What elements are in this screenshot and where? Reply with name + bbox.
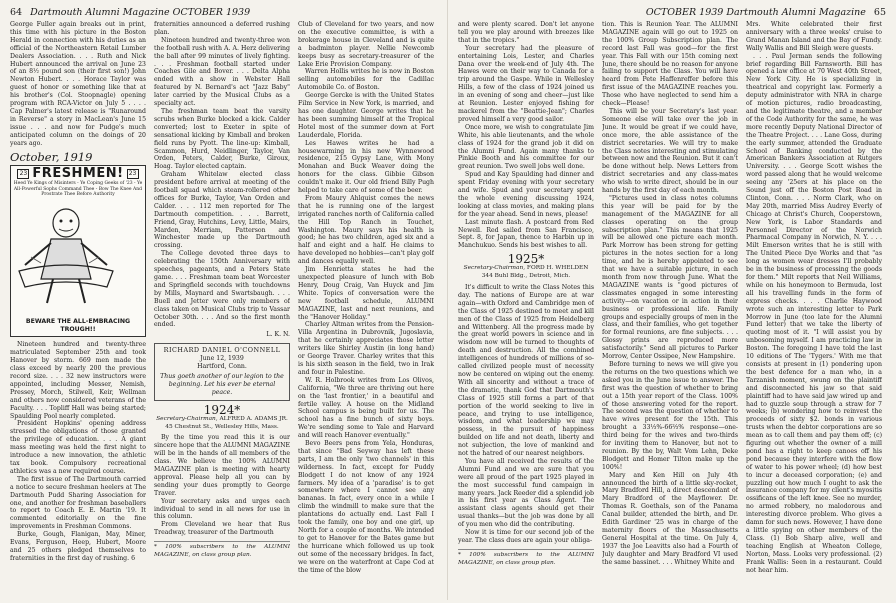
right-page — [448, 0, 896, 600]
footnote: * 100% subscribers to the ALUMNI MAGAZINE, on class group plan. — [458, 549, 594, 568]
paragraph: Club of Cleveland for two years, and now on the executive committee, is with a brokerage house in Cleveland and is quite a badminton player. Nellie Newcomb keeps busy as secretary-treasurer of the Lake Erie Provision Company. — [298, 21, 434, 68]
poster-bottom-caption: BEWARE THE ALL-EMBRACING TROUGH!! — [25, 317, 131, 333]
class-secretary-1924 — [154, 416, 290, 432]
paragraph: fraternities announced a deferred rushing plan. — [154, 21, 290, 36]
paragraph: Your secretary had the pleasure of entertaining Lois, Lester, and Charles Dana over the week-end of July 4th. The Hawes were on their way to Canada for a trip around the Gaspe. While in Wellesley Hills, a few of the class of 1924 joined us in an evening of song and cheer—just like at Reunion. Lester enjoyed fishing for mackerel from the "Beattie-Jean"; Charles proved himself a very good sailor. — [458, 44, 594, 123]
paragraph: Your secretary asks and urges each individual to send in all news for use in this column. — [154, 497, 290, 521]
running-head-right — [458, 6, 886, 19]
paragraph: tion. This is Reunion Year. The ALUMNI MAGAZINE again will go out to 1925 on the 100% Group Subscription plan. The record last Fall was good—for the first year. This Fall with our 15th coming next June, there should be no reason for anyone failing to support the Class. You will have heard from Pete Haffenreffer before this first issue of the MAGAZINE reaches you. Those who have neglected to send him a check—Please! — [602, 21, 738, 108]
secretary-name: FORD H. WHELDEN — [526, 265, 589, 272]
poster-number-left: 23 — [17, 169, 29, 179]
column-6 — [746, 21, 882, 603]
paragraph: Warren Hollis writes he is now in Boston selling automobiles for the Cadillac Automobile Co. of Boston. — [298, 68, 434, 92]
paragraph: By the time you read this it is our sincere hope that the ALUMNI MAGAZINE will be in the hands of all members of the class. We believe the 100% ALUMNI MAGAZINE plan is meeting with hearty approval. Please help all you can by sending your dues promptly to George Traver. — [154, 434, 290, 497]
column-3 — [298, 21, 434, 603]
paragraph: W. R. Holbrook writes from Los Olivos, California, "We three are thriving out here on the 'last frontier,' in a beautiful and fertile valley. A house on the Midland School campus is being built for us. The school has a fine bunch of sixty boys. We're sending some to Yale and Harvard and will reach Hanover eventually." — [298, 376, 434, 440]
secretary-address: 344 Buhl Bldg., Detroit, Mich. — [481, 273, 571, 280]
paragraph: Les Hawes writes he had a housewarming in his new Wynnewood residence, 215 Gypsy Lane, with Mony Monahan and Buck Weaver doing the honors for the class. Gibbie Gibson couldn't make it. Our old friend Billy Pugh helped to take care of some of the beer. — [298, 139, 434, 195]
freshman-poster-illustration — [10, 165, 146, 337]
paragraph: Nineteen hundred and twenty-three won the football rush with A. A. Herz delivering the ball after 99 minutes of lively fighting. . . . Freshman football started under Coaches Gile and Bover. . . . Delta Alpha ended with a show in Webster Hall featured by N. Bernard's act "Jazz Baby" later carried by the Musical Clubs as a specialty act. — [154, 36, 290, 108]
running-title-left: Dartmouth Alumni Magazine OCTOBER 1939 — [30, 7, 251, 18]
left-page — [0, 0, 448, 600]
section-title: October, 1919 — [10, 149, 93, 164]
page-number-left: 64 — [10, 7, 23, 18]
paragraph: Spud and Kay Spaulding had dinner and spent Friday evening with your secretary and wife. Spud and your secretary spent the whole evening discussing 1924, looking at class movies, and making plans for the year ahead. Send in news, please! — [458, 171, 594, 218]
memorial-date: June 12, 1939 — [200, 355, 244, 363]
secretary-name: ALFRED A. ADAMS JR. — [219, 415, 288, 422]
paragraph: Graham Whitelaw elected class president before arrival at meeting of the football squad which steam-rollered other offices for Burke, Taylor, Van Orden and Calder. . . . 112 men reported for The Dartmouth competition. . . . Barrett, Friend, Gray, Hutchins, Levy, Little, Mairs, Marden, Merriam, Patterson and Winchester made up the Dartmouth crossing. — [154, 171, 290, 250]
paragraph: The freshman team beat the varsity scrubs when Burke blocked a kick. Calder converted; lost to Exeter in spite of sensational kicking by Kimball and broken field runs by Pyott. The line-up: Kimball, Scammon, Hurd, Neidlinger, Taylor, Van Orden, Peters, Calder, Burke, Giroux, Hoag. Taylor elected captain. — [154, 107, 290, 171]
right-columns — [458, 21, 886, 603]
column-4 — [458, 21, 594, 603]
paragraph: George Fuller again breaks out in print, this time with his picture in the Boston Herald in connection with his duties as an official of the Northeastern Retail Lumber Dealers Association. . . . Ruth and Nick Hubert announced the arrival on June 23 of an 8½ pound son (their first son!) John Newton Hubert. . . . Horace Taylor was guest of honor or something like that at his brother's (Col. Stoopnagle) opening program with RCA-Victor on July 5 . . . . Cap Palmer's latest release is "Runaround in Reverse" a story in MacLean's June 15 issue . . . and now for Pudge's much anticipated column on the doings of 20 years ago. — [10, 21, 146, 147]
class-heading-1924: 1924* — [203, 402, 241, 417]
paragraph: Jim Henrietta states he had the unexpected pleasure of lunch with Bob Henry, Doug Craig, Van Huyck and Jim White. Topics of conversation were the new football schedule, ALUMNI MAGAZINE, last and next reunions, and the "Hanover Holiday." — [298, 266, 434, 321]
poster-headline: FRESHMEN! — [32, 166, 124, 182]
paragraph: The first issue of The Dartmouth carried a notice to secure freshman heelers at The Dartmouth Pudd Sharing Association for one, and another for freshman baseballers to report to Coach E. E. Martin '19. It commented editorially on the fine improvements in Freshman Commons. — [10, 475, 146, 531]
paragraph: From Cleveland we hear that Rus Treadway, treasurer of the Dartmouth — [154, 521, 290, 537]
paragraph: Mrs. White celebrated their first anniversary with a three weeks' cruise to Grand Manan Island and the Bay of Fundy. Wally Wallis and Bill Sleigh were guests. — [746, 21, 882, 52]
poster-tagline: Heed Ye Kings of Misinters - Ye Coping Geeks of '23 - Ye All-Powerful Sophs Command Thee - Bow The Knee And Prostrate Thee Before Authority — [13, 181, 143, 198]
signoff: L. K. N. — [266, 331, 290, 339]
column-1 — [10, 21, 146, 603]
footnote: * 100% subscribers to the ALUMNI MAGAZINE, on class group plan. — [154, 541, 290, 560]
memorial-note: Thus goeth another of our legion to the beginning. Let his ever be eternal peace. — [160, 372, 284, 396]
paragraph: You have all received the results of the Alumni Fund and we are sure that you were all proud of the part 1925 played in the most successful fund campaign in many years. Jack Reeder did a splendid job in his first year as Class Agent. The assistant class agents should get their usual thanks—but the job was done by all of you men who did the contributing. — [458, 457, 594, 529]
paragraph: and were plenty scared. Don't let anyone tell you we play around with breezes like that in the tropics." — [458, 21, 594, 44]
page-number-right: 65 — [873, 7, 886, 18]
secretary-label: Secretary-Chairman, — [156, 415, 218, 422]
paragraph: . . . Paul Jerman sends the following brief regarding Bill Farnsworth. Bill has opened a law office at 70 West 40th Street, New York City. He is specializing in theatrical and copyright law. Formerly a deputy administrator with NRA in charge of motion pictures, radio broadcasting, and the legitimate theatre, and a member of the Code Authority for the same, he was more recently Deputy National Director of the Theatre Project. . . . Lane Goss, during the early summer, attended the Graduate School of Banking conducted by the American Bankers Association at Rutgers University. . . . George Scott wishes the word passed along that he would welcome seeing any '25ers at his place on the Sound just off the Boston Post Road in Clinton, Conn. . . . Norm Clark, who on May 20th, married Miss Audrey Everly of Chicago at Christ's Church, Cooperstown, New York, is Labor Standards and Personnel Director of the Norwich Pharmacal Company in Norwich, N. Y. . . . Milt Emerson writes that he is still with The United Piece Dye Works and that "as long as women wear dresses I'll probably be in the business of processing the goods for them." Milt reports that Neil Williams, while on his honeymoon to Bermuda, lost all his travelling funds in the form of express checks. . . . Charlie Haywood wrote such an interesting letter to Park Morrow in June (too late for the Alumni Fund letter) that we take the liberty of quoting most of it. "I will assist you by unbosoming myself. I am practicing law in Boston. The foregoing I have told the last 10 editions of The 'Tygers.' With me that consists at present in (1) pondering upon the best defence for a man who, in a Tarzanish moment, swung on the plaintiff and disconnected his jaw so that said plaintiff had to have said jaw wired up and had to guzzle soup through a straw for 7 weeks; (b) wondering how to reinvest the proceeds of sixty $2. bonds in various trusts when the debtor corporations are so mean as to call them and pay them off; (c) figuring out whether the owner of a mill pond has a right to keep canoes off his pond because they interfere with the flow of water to his power wheel; (d) how best to incur a deceased corporation; (e) and puzzling out how much I ought to ask the insurance company for my client's myositis ossificans of the left knee. See no murder, no armed robbery, no malodorous and interesting divorce problem. Who gives a damn for such news. However, I have done a little spying on other members of the Class. (1) Bob Sharp alive, well and teaching English at Wheaton College, Norton, Mass. Looks very professional. (2) Frank Wallis: Seen in a restaurant. Could not hear him. — [746, 52, 882, 574]
paragraph: "Pictures used in class notes columns this year will be paid for by the management of the MAGAZINE for all classes operating on the group subscription plan." This means that 1925 will be allowed one picture each month. Park Morrow has been strong for getting pictures in the notes section for a long time, and he is hereby appointed to see that we have a suitable picture, in each month from now through June. What the MAGAZINE wants is "good pictures of classmates engaged in some interesting activity—on vacation or in action in their business or professional life. Family groups and especially groups of men in the class, and their families, who get together for formal reunions, are fine subjects. . . . Glossy prints are reproduced more satisfactorily." Send all pictures to Parker Morrow, Center Ossipee, New Hampshire. — [602, 194, 738, 361]
paragraph: The College devoted three days to celebrating the 150th Anniversary with speeches, pageants, and a Peters State game. . . . Freshman team beat Worcester and Springfield seconds with touchdowns by Mills, Maynard and Swartsbaugh. . . . Buell and Jetter were only members of class taken on Musical Clubs trip to Vassar October 30th. . . . And so the first month ended. — [154, 250, 290, 329]
memorial-name: RICHARD DANIEL O'CONNELL — [163, 346, 281, 355]
left-columns — [10, 21, 438, 603]
poster-figure-drawing — [11, 201, 121, 309]
column-2 — [154, 21, 290, 603]
secretary-label: Secretary-Chairman, — [463, 265, 526, 272]
class-heading-1925: 1925* — [507, 252, 545, 267]
running-head-left — [10, 6, 438, 19]
poster-number-right: 23 — [127, 169, 139, 179]
class-secretary-1925 — [458, 265, 594, 281]
paragraph: Bevo Beers pens from Yela, Honduras, that since "Bad Seyway has left these parts, I am the only 'two channels' in this wilderness. In fact, except for Puddy Blodgett I do not know of any 1924 farmers. My idea of a 'paradise' is to get somewhere where I cannot see any bananas. In fact, every once in a while I climb the windmill to make sure that the plantations do actually end. Last Fall I took the family, one boy and one girl, up North for a couple of months. We intended to get to Hanover for the Bates game but the hurricane which followed us up took out some of the necessary bridges. In fact, we were on the waterfront at Cape Cod at the time of the blow — [298, 440, 434, 574]
memorial-place: Hartford, Conn. — [197, 363, 247, 371]
memorial-box — [154, 343, 290, 400]
column-5 — [602, 21, 738, 603]
paragraph: From Maury Ahlquist comes the news that he is running one of the largest irrigated ranches north of California called the Hill Top Ranch in Touchet, Washington. Maury says his health is good; he has two children, aged six and a half and eight and a half. He claims to have developed no hobbies—can't play golf and dances equally well. — [298, 194, 434, 266]
paragraph: Mary and Ken Hill on July 4th announced the birth of a little sky-rocket, Mary Bradford Hill, a direct descendant of Mary Bradford of the Mayflower. Dr. Thomas R. Goethals, son of the Panama Canal builder, attended the birth, and Dr. Edith Gardiner '25 was in charge of the maternity floors of the Massachusetts General Hospital at the time. On July 4, 1937 the Joe Leavitts also had a Fourth of July daughter and Mary Bradford VI used the same bassinet. . . . Whitney White and — [602, 471, 738, 566]
paragraph: This will be your Secretary's last year. Someone else will take over the job in June. It would be great if we could have, once more, the able assistance of the district secretaries. We will try to make the Class notes interesting and stimulating between now and the Reunion. But it can't be done without help. News Letters from district secretaries and any class-mates who wish to write direct, should be in our hands by the first day of each month. — [602, 107, 738, 195]
paragraph: Nineteen hundred and twenty-three matriculated September 25th and took Hanover by storm. 669 men made the class exceed by nearly 200 the previous record size. . . . 32 new instructors were appointed, including Messer, Nemish, Pressey, Morch, Stilwell, Keir, Wellman and others now considered veterans of the Faculty. . . . Topliff Hall was being started; Spaulding Pool nearly completed. — [10, 341, 146, 420]
paragraph: It's difficult to write the Class Notes this day. The nations of Europe are at war again—with Oxford and Cambridge men of the Class of 1925 destined to meet and kill men of the Class of 1925 from Heidelberg and Wittenberg. All the progress made by the great world powers in science and in wisdom now will be turned to thoughts of death and destruction. All the combined intelligences of hundreds of millions of so-called civilized people must of necessity now be centered on wiping out the enemy. With all sincerity and without a trace of the dramatic, thank God that Dartmouth's Class of 1925 still forms a part of that portion of the world seeking to live in peace, and trying to use intelligence, wisdom, and what leadership we may possess, in the pursuit of happiness builded on life and not death, liberty and not subjection, the love of mankind and not the hatred of our nearest neighbors. — [458, 284, 594, 458]
paragraph: President Hopkins' opening address stressed the obligations of those granted the privilege of education. . . . A giant mass meeting was held the first night to introduce a new innovation, the athletic tax book. Compulsory recreational athletics was a new required course. — [10, 420, 146, 475]
running-title-right: OCTOBER 1939 Dartmouth Alumni Magazine — [645, 7, 866, 18]
paragraph: Last minute flash. A postcard from Red Newell. Red sailed from San Francisco, Sept. 8, for Japan, thence to Harbin up in Manchukuo. Sends his best wishes to all. — [458, 218, 594, 250]
paragraph: Charley Altman writes from the Pension-Villa Argentina in Dubrovnik, Jugoslavia, that he certainly appreciates those letter writers like Shirley Austin (in long hand) or George Traver. Charley writes that this is his sixth season in the field, two in Irak and four in Palestine. — [298, 321, 434, 376]
paragraph: Burke, Gough, Flanigan, May, Miner, Evans, Ferguson, Heep, Hubert, Moore and 25 others pledged themselves to fraternities in the first day of rushing. 6 — [10, 531, 146, 562]
paragraph: Now it is time for our second job of the year. The class dues are again your obliga- — [458, 529, 594, 544]
paragraph: George Gercke is with the United States Film Service in New York, is married, and has one daughter. George writes that he has been summing himself at the Tropical Hotel most of the summer down at Fort Lauderdale, Florida. — [298, 92, 434, 139]
secretary-address: 45 Chestnut St., Wellesley Hills, Mass. — [165, 423, 279, 430]
paragraph: Before turning to news we will give you the returns on the two questions which we asked you in the June issue to answer. The first was the question of whether to bring out a 15th year report of the Class. 100% of those answering voted for the report. The second was the question of whether to have wives present for the 15th. This brought a 33⅓%-66⅔% response—one-third being for the wives and two-thirds for inviting them to Hanover, but not to reunion. By the by, Walt Vom Lehn, Deke Blodgett and Homer Tilton make up the 100%! — [602, 360, 738, 471]
paragraph: Once more, we wish to congratulate Jim White, his able lieutenants, and the whole class of 1924 for the grand job it did on the Alumni Fund. Again many thanks to Pinkie Booth and his committee for our great reunion. Two swell jobs well done. — [458, 123, 594, 171]
